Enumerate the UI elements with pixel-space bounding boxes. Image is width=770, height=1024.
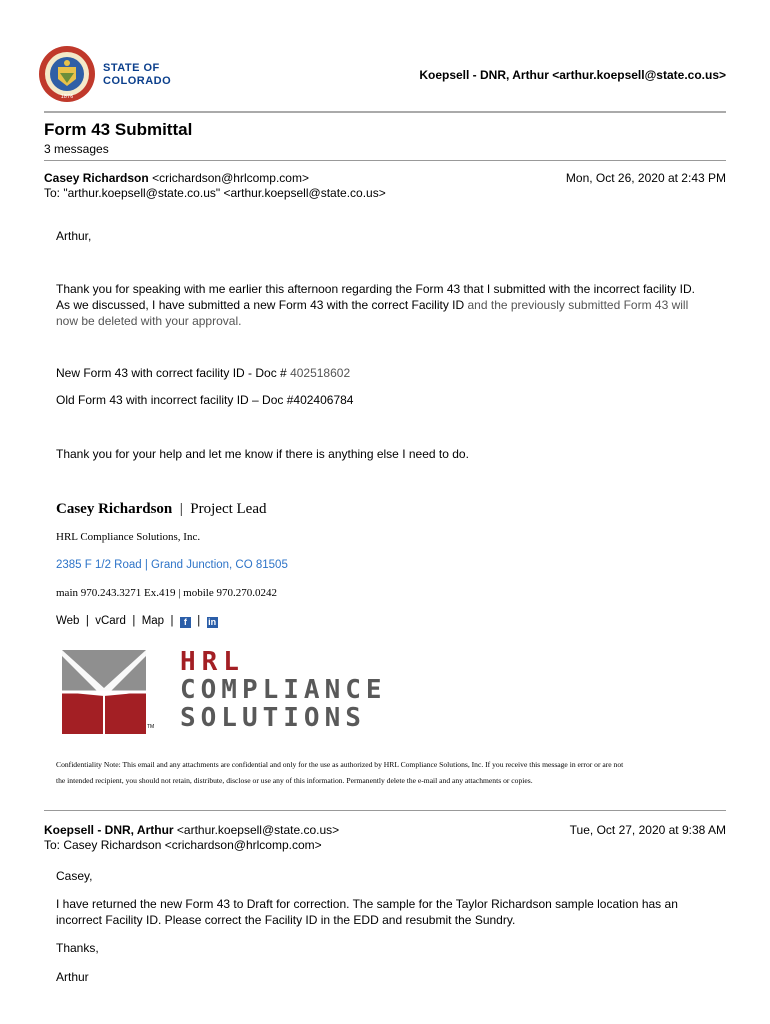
subject-divider	[44, 160, 726, 161]
message2-date: Tue, Oct 27, 2020 at 9:38 AM	[569, 823, 726, 837]
signature-address-link[interactable]: 2385 F 1/2 Road | Grand Junction, CO 81505	[56, 559, 288, 571]
signature-phones: main 970.243.3271 Ex.419 | mobile 970.270.0242	[56, 587, 277, 599]
message-divider	[44, 810, 726, 811]
signature-links: Web | vCard | Map | f | in	[56, 615, 217, 627]
message2-thanks: Thanks,	[56, 941, 99, 955]
message2-paragraph: I have returned the new Form 43 to Draft for correction. The sample for the Taylor Richardson sample location has an incorrect Facility ID. Please correct the Facility ID in the EDD and resubmit the Sundry.	[56, 897, 678, 927]
signature-name: Casey Richardson | Project Lead	[56, 501, 267, 517]
message-count: 3 messages	[44, 142, 109, 156]
logo-trademark: TM	[147, 724, 155, 730]
web-link[interactable]: Web	[56, 615, 80, 627]
vcard-link[interactable]: vCard	[95, 615, 126, 627]
facebook-icon[interactable]: f	[180, 617, 191, 628]
hrl-logo-text: HRL COMPLIANCE SOLUTIONS	[180, 647, 387, 733]
sender-name: Casey Richardson	[44, 171, 149, 185]
message1-paragraph: Thank you for speaking with me earlier this afternoon regarding the Form 43 that I submitted with the incorrect facility ID. As we discussed, I have submitted a new Form 43 with the correct Facility ID and the previously submitted Form 43 will now be deleted with your approval.	[56, 282, 695, 328]
message1-from[interactable]	[44, 171, 309, 186]
message1-greeting: Arthur,	[56, 229, 92, 243]
state-name-text: STATE OF COLORADO	[103, 62, 172, 87]
signature-company: HRL Compliance Solutions, Inc.	[56, 531, 201, 543]
thread-subject: Form 43 Submittal	[44, 120, 193, 139]
message2-to: To: Casey Richardson <crichardson@hrlcomp.com>	[44, 838, 322, 852]
new-doc-number: 402518602	[290, 366, 351, 380]
svg-text:1876: 1876	[60, 94, 74, 100]
header-divider	[44, 111, 726, 113]
message2-greeting: Casey,	[56, 869, 93, 883]
confidentiality-note: Confidentiality Note: This email and any attachments are confidential and only for the use as authorized by HRL Compliance Solutions, Inc. If you receive this message in error or are not the intended recipient, you should not retain, distribute, disclose or use any of this information. Permanently delete the e-mail and any attachments or copies.	[56, 760, 624, 785]
message2-sign: Arthur	[56, 970, 89, 984]
account-user: Koepsell - DNR, Arthur <arthur.koepsell@state.co.us>	[419, 68, 726, 82]
hrl-logo-mark	[62, 650, 146, 734]
new-form-line: New Form 43 with correct facility ID - Doc # 402518602	[56, 366, 351, 380]
linkedin-icon[interactable]: in	[208, 617, 217, 627]
message1-to: To: "arthur.koepsell@state.co.us" <arthur.koepsell@state.co.us>	[44, 186, 386, 200]
message1-closing: Thank you for your help and let me know if there is anything else I need to do.	[56, 447, 469, 461]
colorado-seal-logo	[38, 45, 96, 103]
sender-email: <arthur.koepsell@state.co.us>	[176, 823, 340, 837]
message1-date: Mon, Oct 26, 2020 at 2:43 PM	[565, 171, 726, 185]
message2-from[interactable]	[44, 823, 339, 838]
sender-email: <crichardson@hrlcomp.com>	[152, 171, 309, 185]
sender-name: Koepsell - DNR, Arthur	[44, 823, 174, 837]
map-link[interactable]: Map	[141, 615, 165, 627]
old-form-line: Old Form 43 with incorrect facility ID – Doc #402406784	[56, 393, 354, 407]
